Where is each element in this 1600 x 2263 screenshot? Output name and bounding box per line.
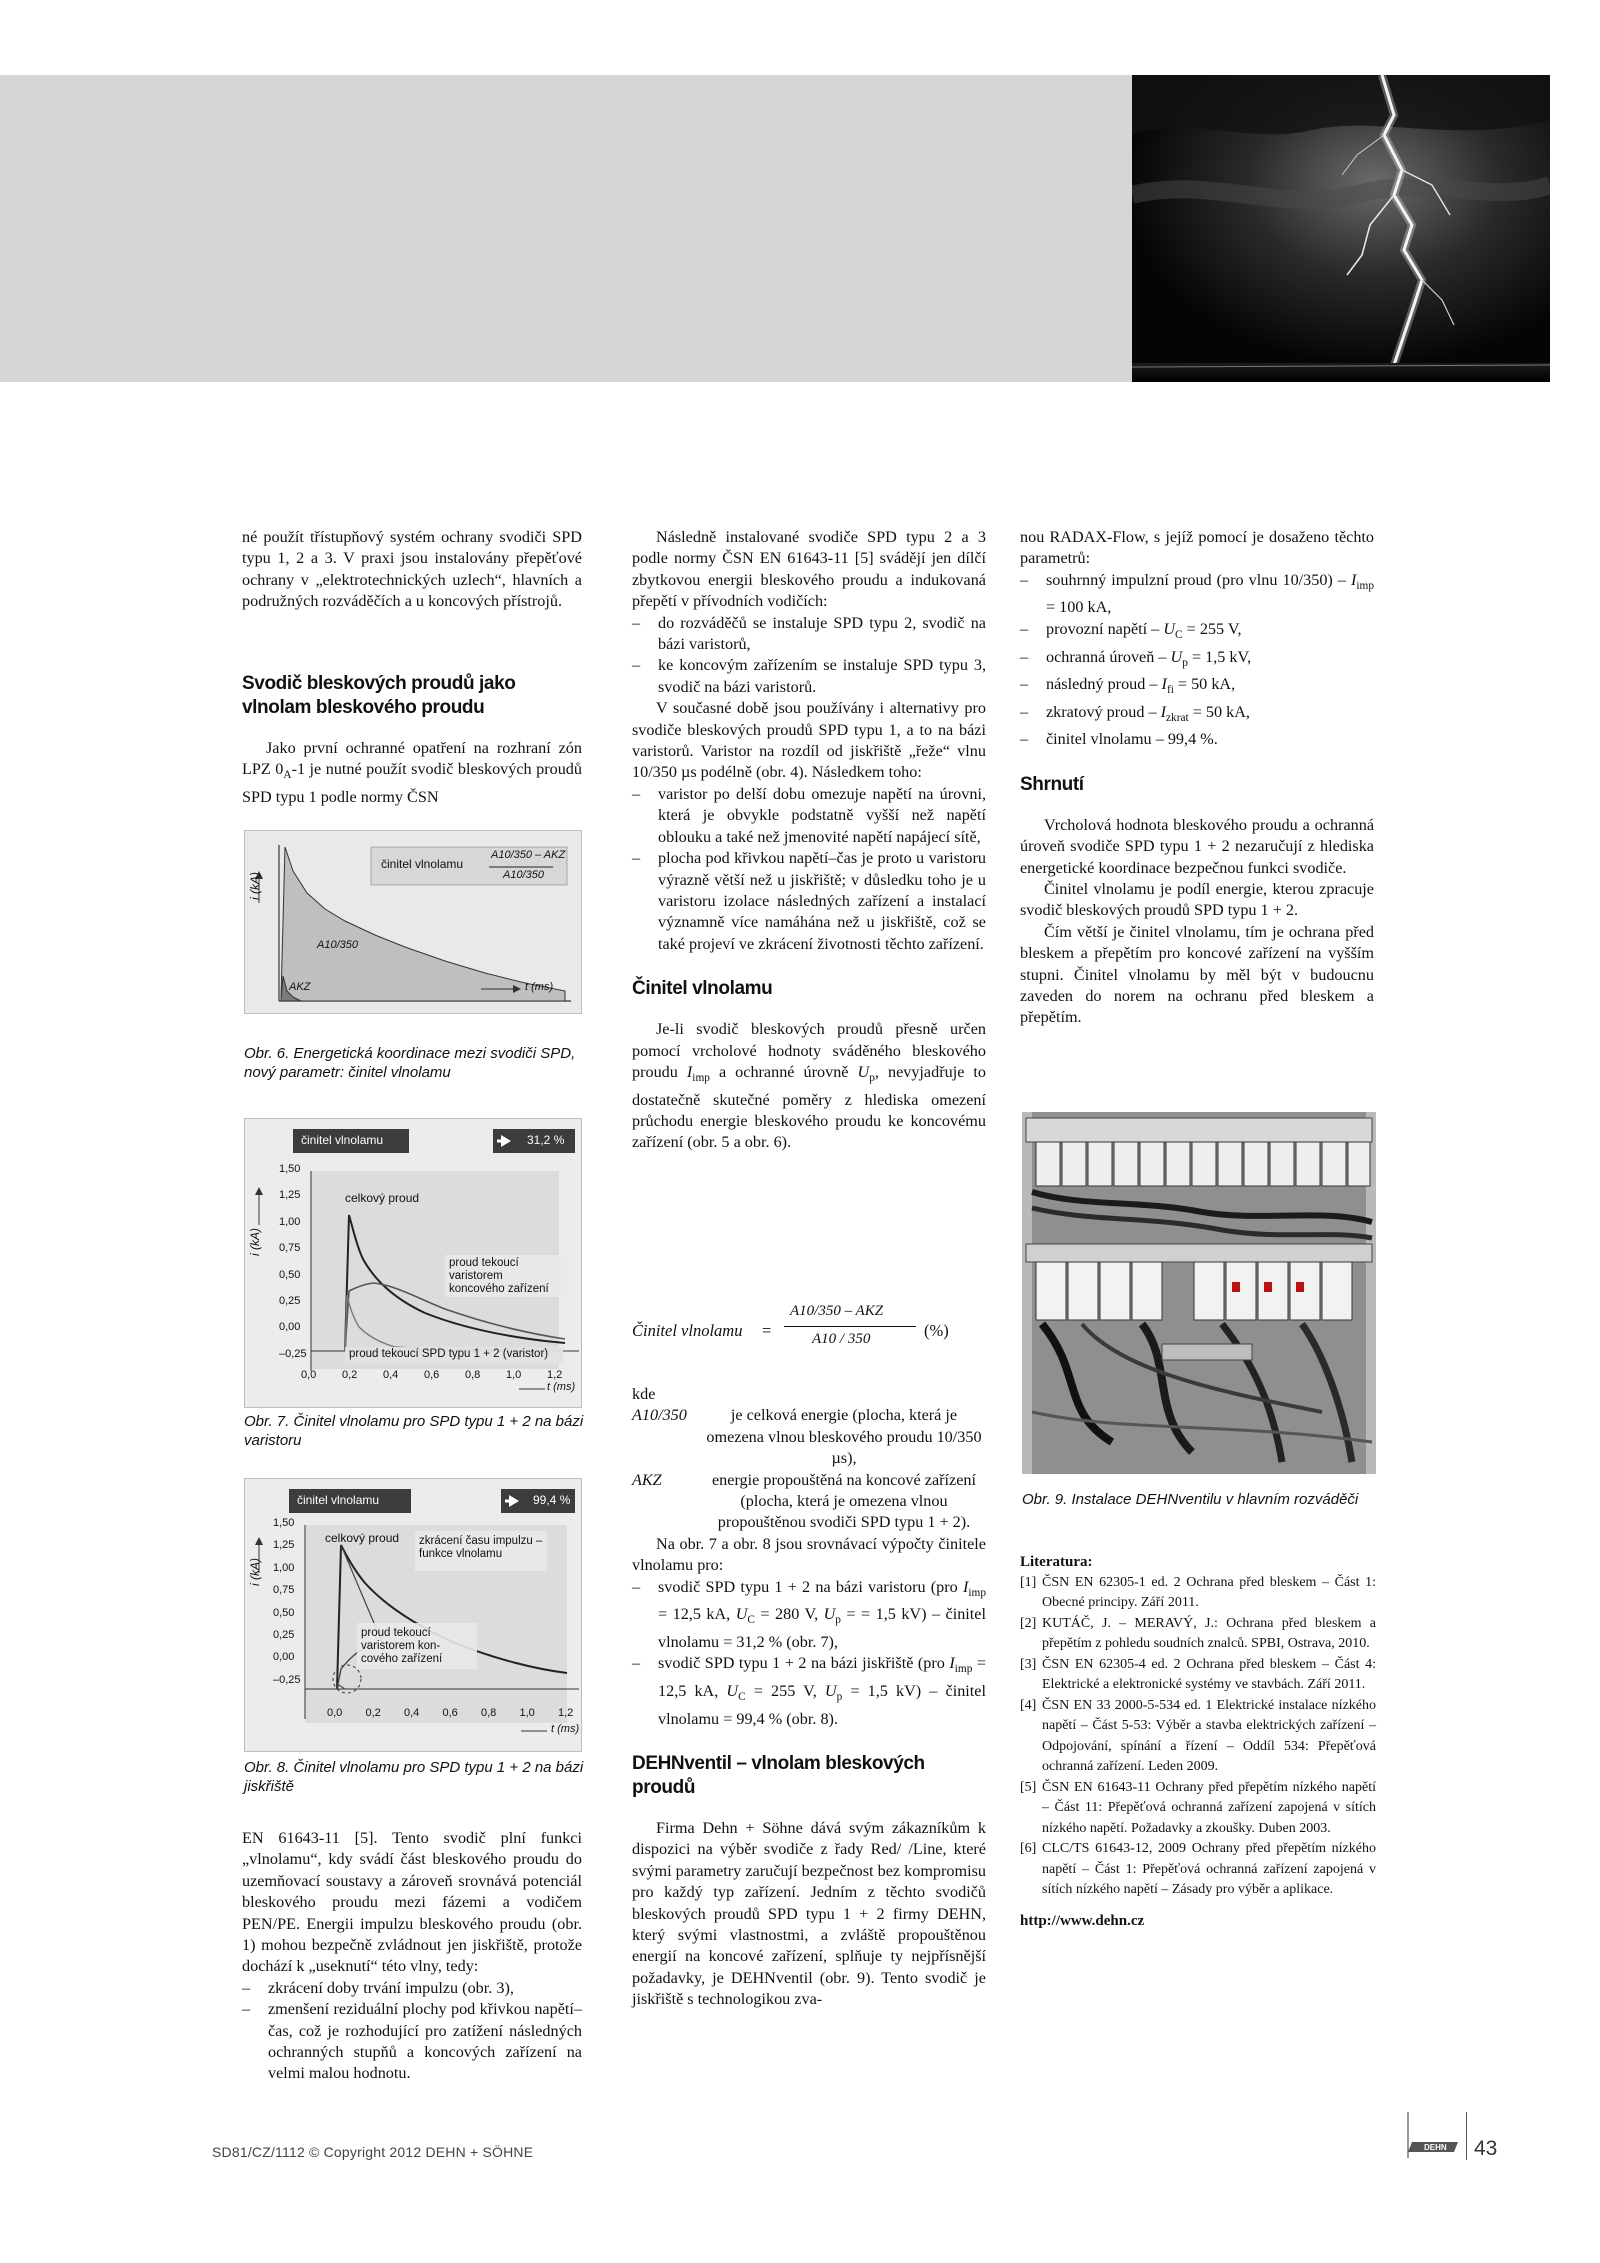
- fig8-x-tick: 0,4: [404, 1707, 420, 1719]
- dehn-logo: [1406, 2112, 1462, 2160]
- fig6-x-label: t (ms): [525, 981, 554, 993]
- header-band: [0, 75, 1132, 382]
- fig8-var-line1: proud tekoucí: [361, 1627, 431, 1639]
- fig7-var-line1: proud tekoucí: [449, 1257, 519, 1269]
- formula-fraction-bar: [784, 1326, 916, 1327]
- fig8-x-tick: 0,0: [327, 1707, 343, 1719]
- figure-8-caption: Obr. 8. Činitel vlnolamu pro SPD typu 1 + 2 na bázi jiskřiště: [244, 1759, 584, 1795]
- reference-number: [6]: [1020, 1841, 1037, 1856]
- col3-paragraph-3: Činitel vlnolamu je podíl energie, kterou zpracuje svodič bleskových proudů SPD typu 1 + 2.: [1020, 880, 1374, 920]
- references-list: [1020, 1573, 1376, 1901]
- fig7-y-tick: 0,50: [279, 1268, 301, 1281]
- fig7-var-line3: koncového zařízení: [449, 1283, 549, 1295]
- fig8-cut-label: [419, 1535, 542, 1561]
- def-a10350: [632, 1405, 986, 1469]
- fig7-y-tick: 0,25: [279, 1295, 301, 1307]
- col2-list-item-5: – svodič SPD typu 1 + 2 na bázi varistoru (pro $I_{imp} = 12,5$ kA, $U_C = 280$ V, $U_p$ = = 1,5 kV) – činitel vlnolamu = 31,2 % (obr. 7),: [632, 1577, 986, 1654]
- def-akz-term: AKZ: [632, 1470, 662, 1489]
- fig6-box-label: činitel vlnolamu: [381, 857, 464, 871]
- fig8-x-label: t (ms): [551, 1723, 580, 1735]
- fig7-spd-label: proud tekoucí SPD typu 1 + 2 (varistor): [349, 1348, 549, 1360]
- fig8-x-tick: 0,2: [365, 1707, 381, 1719]
- fig8-y-tick: 0,50: [273, 1606, 295, 1619]
- col2-paragraph-4: Na obr. 7 a obr. 8 jsou srovnávací výpočty činitele vlnolamu pro:: [632, 1534, 986, 1575]
- fig7-x-tick: 0,2: [342, 1369, 358, 1381]
- fig7-y-tick: –0,25: [279, 1347, 307, 1360]
- fig8-varistor-label: [361, 1627, 442, 1666]
- def-akz: [632, 1470, 986, 1534]
- fig7-var-line2: varistorem: [449, 1270, 503, 1282]
- lightning-photo: [1132, 75, 1550, 382]
- fig7-x-tick: 1,0: [506, 1369, 522, 1381]
- col2-paragraph-3: Je-li svodič bleskových proudů přesně určen pomocí vrcholové hodnoty sváděného bleskového proudu $I_{imp}$ a ochranné úrovně $U_p$, nevyjadřuje to dostatečně skutečné poměry z hlediska omezení průchodu energie bleskového proudu ke koncovému zařízení (obr. 5 a obr. 6).: [632, 1020, 987, 1152]
- fig8-banner-label: činitel vlnolamu: [297, 1493, 380, 1507]
- col2-paragraph-5: Firma Dehn + Söhne dává svým zákazníkům k dispozici na výběr svodiče z řady Red/ /Line, které svými parametry zaručují bezpečnost bez kompromisu pro každý typ zařízení. Jedním z těchto svodičů bleskových proudů SPD typu 1 + 2 firmy DEHN, který svými vlastnostmi, a zvláště propouštěnou energií na koncové zařízení, splňuje ty nejpřísnější požadavky, je DEHNventil (obr. 9). Tento svodič je jiskřiště s technologikou zva-: [632, 1819, 986, 2009]
- fig8-x-tick: 0,8: [481, 1707, 497, 1719]
- col2-list-a: [632, 613, 986, 699]
- col2-list-item-4: – plocha pod křivkou napětí–čas je proto u varistoru výrazně větší než u jiskřiště; v důsledku toho je u varistoru izolace následných zařízení a instalací významně více namáhána než u jiskřiště, což se také projeví ve zkrácení životnosti těchto zařízení.: [632, 848, 986, 955]
- reference-number: [4]: [1020, 1697, 1037, 1713]
- fig8-y-tick: 1,50: [273, 1517, 295, 1529]
- col1-bottom: [242, 1828, 582, 2085]
- reference-item: [1020, 1614, 1376, 1655]
- heading-svodic-vlnolam: Svodič bleskových proudů jako vlnolam bleskového proudu: [242, 673, 516, 718]
- fig8-x-tick: 0,6: [442, 1707, 458, 1719]
- fig8-var-line3: cového zařízení: [361, 1653, 443, 1665]
- fig7-y-tick: 1,25: [279, 1189, 301, 1202]
- fig8-y-tick: 0,75: [273, 1584, 295, 1597]
- fig6-y-label: i (kA): [248, 872, 262, 900]
- fig7-y-tick: 1,00: [279, 1215, 301, 1228]
- col1-section: [242, 672, 582, 808]
- fig8-y-tick: 0,00: [273, 1651, 295, 1664]
- fig6-akz-label: AKZ: [289, 981, 311, 993]
- footer-copyright: SD81/CZ/1112 © Copyright 2012 DEHN + SÖHNE: [212, 2144, 534, 2160]
- heading-shrnuti: Shrnutí: [1020, 773, 1084, 795]
- fig8-y-tick: 1,25: [273, 1539, 295, 1552]
- col2-list-item-6: – svodič SPD typu 1 + 2 na bázi jiskřiště (pro $I_{imp} = 12,5$ kA, $U_C = 255$ V, $U_p = 1,5$ kV) – činitel vlnolamu = 99,4 % (obr. 8).: [632, 1653, 986, 1730]
- fig8-cut-line2: funkce vlnolamu: [419, 1548, 503, 1560]
- figure-9-caption: Obr. 9. Instalace DEHNventilu v hlavním rozváděči: [1022, 1491, 1359, 1508]
- page-number: 43: [1474, 2137, 1498, 2160]
- formula-numerator: A10/350 – AKZ: [790, 1303, 884, 1319]
- figure-6-caption: Obr. 6. Energetická koordinace mezi svodiči SPD, nový parametr: činitel vlnolamu: [244, 1045, 576, 1081]
- figure-9-photo: [1022, 1112, 1376, 1474]
- fig8-cut-line1: zkrácení času impulzu –: [419, 1535, 543, 1547]
- reference-text: KUTÁČ, J. – MERAVÝ, J.: Ochrana před bleskem a přepětím z pohledu soudních znalců. SPBI, Ostrava, 2010.: [1042, 1615, 1376, 1651]
- fig7-banner-label: činitel vlnolamu: [301, 1133, 384, 1147]
- fig8-total-label: celkový proud: [325, 1531, 400, 1545]
- figure-8: [244, 1478, 582, 1752]
- fig8-y-tick: 1,00: [273, 1561, 295, 1574]
- col2-kde: kde: [632, 1385, 656, 1403]
- formula-unit: (%): [924, 1321, 949, 1340]
- reference-item: [1020, 1655, 1376, 1696]
- def-a10350-term: A10/350: [632, 1406, 687, 1425]
- fig8-y-tick: 0,25: [273, 1629, 295, 1641]
- reference-text: ČSN EN 62305-1 ed. 2 Ochrana před bleskem – Část 1: Obecné principy. Září 2011.: [1042, 1574, 1376, 1610]
- heading-cinitel-vlnolamu: Činitel vlnolamu: [632, 978, 773, 1000]
- fig8-x-tick: 1,0: [519, 1707, 535, 1719]
- def-akz-text: energie propouštěná na koncové zařízení (plocha, která je omezena vlnou propouštěnou svodiči SPD typu 1 + 2).: [712, 1470, 976, 1532]
- fig8-y-tick: –0,25: [273, 1673, 301, 1686]
- fig7-x-tick: 0,4: [383, 1369, 399, 1381]
- figure-7-caption: Obr. 7. Činitel vlnolamu pro SPD typu 1 + 2 na bázi varistoru: [244, 1413, 584, 1449]
- fig7-varistor-label: [449, 1257, 549, 1296]
- fig7-total-label: celkový proud: [345, 1191, 420, 1205]
- formula-denominator: A10 / 350: [812, 1331, 871, 1347]
- fig7-y-tick: 0,75: [279, 1242, 301, 1255]
- col2-definitions: [632, 1384, 986, 2011]
- col3-paragraph-4: Čím větší je činitel vlnolamu, tím je ochrana před bleskem a přepětím pro koncové zařízení na vyšším stupni. Činitel vlnolamu by měl být v budoucnu zaveden do norem na ochranu před bleskem a přepětím.: [1020, 922, 1374, 1027]
- reference-text: ČSN EN 62305-4 ed. 2 Ochrana před bleskem – Část 4: Elektrické a elektronické systémy ve stavbách. Září 2011.: [1042, 1656, 1376, 1692]
- col2-list-item-3: – varistor po delší dobu omezuje napětí na úrovni, která je obvykle podstatně vyšší než napětí oblouku a také než jmenovité napětí napájecí sítě,: [632, 784, 986, 848]
- heading-dehnventil: DEHNventil – vlnolam bleskových proudů: [632, 1753, 925, 1799]
- fig7-x-tick: 0,8: [465, 1369, 481, 1381]
- fig8-x-tick: 1,2: [558, 1707, 574, 1719]
- fig7-y-tick: 0,00: [279, 1321, 301, 1334]
- col2-list-b: [632, 784, 986, 955]
- col2-paragraph-1: Následně instalované svodiče SPD typu 2 a 3 podle normy ČSN EN 61643-11 [5] svádějí jen dílčí zbytkovou energii bleskového proudu a indukovaná přepětí v přívodních vodičích:: [632, 528, 986, 611]
- col2-list-c: [632, 1577, 986, 1730]
- reference-item: [1020, 1839, 1376, 1901]
- figure-6: [244, 830, 582, 1014]
- col3-param-1: – souhrnný impulzní proud (pro vlnu $10/350) - I_{imp} = 100$ kA,: [1020, 570, 1374, 619]
- col3-param-list: [1020, 570, 1374, 751]
- col2-paragraph-2: V současné době jsou používány i alternativy pro svodiče bleskových proudů SPD typu 1, a to na bázi varistorů. Varistor na rozdíl od jiskřiště „řeže“ vlnu 10/350 µs podélně (obr. 4). Následkem toho:: [632, 699, 986, 782]
- col3-paragraph-1: nou RADAX-Flow, s jejíž pomocí je dosaženo těchto parametrů:: [1020, 528, 1374, 568]
- col1-list-item-2: – zmenšení reziduální plochy pod křivkou napětí–čas, což je rozhodující pro zatížení následných ochranných stupňů a koncových zařízení na velmi malou hodnotu.: [242, 1999, 582, 2085]
- figure-7: [244, 1118, 582, 1408]
- col1-list: [242, 1978, 582, 2085]
- col3-param-2: – provozní napětí – $U_C = 255$ V,: [1020, 619, 1374, 647]
- formula-lhs: Činitel vlnolamu: [632, 1321, 743, 1340]
- fig6-numerator: A10/350 – AKZ: [491, 849, 566, 861]
- reference-number: [3]: [1020, 1656, 1037, 1672]
- reference-text: CLC/TS 61643-12, 2009 Ochrany před přepětím nízkého napětí – Část 1: Přepěťová ochranná zařízení zapojená v sítích nízkého napětí – Zásady pro výběr a aplikace.: [1042, 1841, 1376, 1897]
- col3-param-4: – následný proud – $I_{fi} = 50$ kA,: [1020, 674, 1374, 702]
- col2-list-item-2: – ke koncovým zařízením se instaluje SPD typu 3, svodič na bázi varistorů.: [632, 655, 986, 698]
- fig8-var-line2: varistorem kon-: [361, 1640, 441, 1652]
- reference-number: [1]: [1020, 1574, 1037, 1590]
- dehn-logo-text: DEHN: [1424, 2143, 1447, 2152]
- fig7-x-tick: 0,6: [424, 1369, 440, 1381]
- dehn-url-link[interactable]: http://www.dehn.cz: [1020, 1912, 1145, 1929]
- col1-paragraph-3: EN 61643-11 [5]. Tento svodič plní funkci „vlnolamu“, kdy svádí část bleskového proudu do uzemňovací soustavy a zároveň srovnává potenciál bleskového proudu mezi fázemi a vodičem PEN/PE. Energii impulzu bleskového proudu (obr. 1) mohou bezpečně zvládnout jen jiskřiště, protože dochází k „useknutí“ této vlny, tedy:: [242, 1829, 582, 1976]
- literature-title: Literatura:: [1020, 1554, 1093, 1570]
- reference-text: ČSN EN 33 2000-5-534 ed. 1 Elektrické instalace nízkého napětí – Část 5-53: Výběr a stavba elektrických zařízení – Odpojování, spínání a řízení – Oddíl 534: Přepěťová ochranná zařízení. Leden 2009.: [1042, 1697, 1376, 1774]
- fig7-y-label: i (kA): [248, 1228, 262, 1256]
- col1-intro: [242, 527, 582, 613]
- fig8-value: 99,4 %: [533, 1493, 571, 1507]
- def-a10350-text: je celková energie (plocha, která je omezena vlnou bleskového proudu 10/350 µs),: [706, 1406, 982, 1468]
- literature: [1020, 1552, 1376, 1931]
- col3-param-5: – zkratový proud – $I_{zkrat} = 50$ kA,: [1020, 702, 1374, 730]
- reference-text: ČSN EN 61643-11 Ochrany před přepětím nízkého napětí – Část 11: Přepěťová ochranná zařízení zapojená v sítích nízkého napětí. Požadavky a zkoušky. Duben 2003.: [1042, 1779, 1376, 1836]
- fig6-denominator: A10/350: [503, 869, 544, 881]
- reference-number: [2]: [1020, 1615, 1037, 1631]
- reference-item: [1020, 1696, 1376, 1778]
- col1-paragraph-1: né použít třístupňový systém ochrany svodiči SPD typu 1, 2 a 3. V praxi jsou instalovány přepěťové ochrany v „elektrotechnických uzlech“, hlavních a podružných rozváděčích a u koncových přístrojů.: [242, 528, 582, 611]
- formula-equals: =: [762, 1321, 772, 1340]
- fig7-x-label: t (ms): [547, 1381, 576, 1393]
- formula-cinitel: [632, 1303, 986, 1363]
- col2-top: [632, 527, 986, 1154]
- col1-list-item-1: – zkrácení doby trvání impulzu (obr. 3),: [242, 1978, 582, 1999]
- fig7-x-tick: 1,2: [547, 1369, 563, 1381]
- col1-paragraph-2: Jako první ochranné opatření na rozhraní zón LPZ $0_A-1$ je nutné použít svodič bleskových proudů SPD typu 1 podle normy ČSN: [242, 739, 582, 807]
- col2-list-item-1: – do rozváděčů se instaluje SPD typu 2, svodič na bázi varistorů,: [632, 613, 986, 656]
- footer-divider: [1466, 2112, 1467, 2160]
- col3-top: [1020, 527, 1374, 1029]
- fig7-value: 31,2 %: [527, 1133, 565, 1147]
- fig6-a-label: A10/350: [317, 939, 358, 951]
- col3-paragraph-2: Vrcholová hodnota bleskového proudu a ochranná úroveň svodiče SPD typu 1 + 2 nezaručují z hlediska energetické koordinace bezpečnou funkci svodiče.: [1020, 815, 1374, 877]
- fig7-x-tick: 0,0: [301, 1369, 317, 1381]
- fig7-y-tick: 1,50: [279, 1163, 301, 1175]
- reference-item: [1020, 1573, 1376, 1614]
- col3-param-3: – ochranná úroveň – $U_p = 1,5$ kV,: [1020, 647, 1374, 675]
- reference-number: [5]: [1020, 1779, 1037, 1795]
- col3-param-6: – činitel vlnolamu – 99,4 %.: [1020, 729, 1374, 750]
- reference-item: [1020, 1778, 1376, 1840]
- fig8-y-label: i (kA): [248, 1558, 262, 1586]
